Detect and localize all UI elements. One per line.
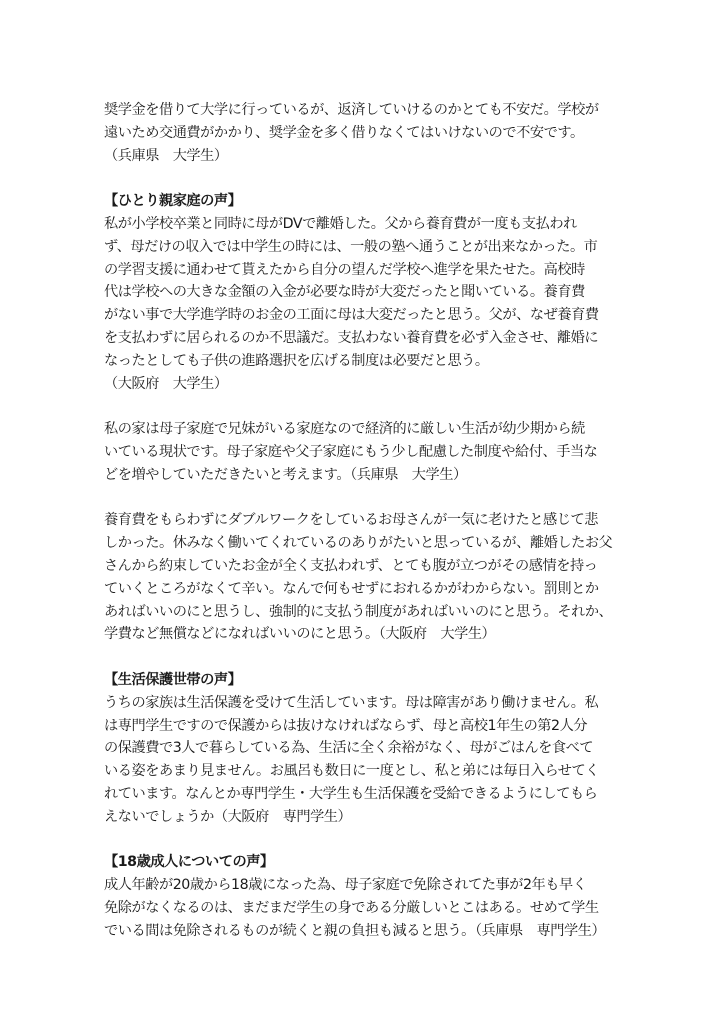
text-line: れています。なんとか専門学生・大学生も生活保護を受給できるようにしてもら — [104, 785, 598, 802]
paragraph-gap — [104, 167, 632, 190]
text-line: 学費など無償などになればいいのにと思う。（大阪府 大学生） — [104, 626, 496, 643]
text-line: うちの家族は生活保護を受けて生活しています。母は障害があり働けません。私 — [104, 694, 599, 711]
section-heading-single-parent: 【ひとり親家庭の声】 — [104, 193, 242, 210]
text-line: どを増やしていただきたいと考えます。（兵庫県 大学生） — [104, 466, 467, 483]
text-line: いる姿をあまり見ません。お風呂も数日に一度とし、私と弟には毎日入らせてく — [104, 763, 599, 780]
text-line: 成人年齢が20歳から18歳になった為、母子家庭で免除されてた事が2年も早く — [104, 877, 587, 894]
paragraph-gap — [104, 646, 632, 669]
text-line: なったとしても子供の進路選択を広げる制度は必要だと思う。 — [104, 352, 489, 369]
text-line: ていくところがなくて辛い。なんで何もせずにおれるかがわからない。罰則とか — [104, 580, 599, 597]
text-line: 私が小学校卒業と同時に母がDVで離婚した。父から養育費が一度も支払われ — [104, 215, 577, 232]
text-line: 奨学金を借りて大学に行っているが、返済していけるのかとても不安だ。学校が — [104, 102, 599, 118]
text-line: でいる間は免除されるものが続くと親の負担も減ると思う。（兵庫県 専門学生） — [104, 922, 606, 939]
paragraph-gap — [104, 829, 632, 852]
section-heading-welfare: 【生活保護世帯の声】 — [104, 671, 242, 688]
text-line: （兵庫県 大学生） — [104, 147, 228, 164]
paragraph-gap — [104, 395, 632, 418]
text-line: は専門学生ですので保護からは抜けなければならず、母と高校1年生の第2人分 — [104, 717, 588, 734]
voice-paragraph — [104, 213, 632, 395]
text-line: いている現状です。母子家庭や父子家庭にもう少し配慮した制度や給付、手当な — [104, 443, 598, 460]
text-line: しかった。休みなく働いてくれているのありがたいと思っているが、離婚したお父 — [104, 535, 613, 552]
text-line: を支払わずに居られるのか不思議だ。支払わない養育費を必ず入金させ、離婚に — [104, 329, 599, 346]
text-line: あればいいのにと思うし、強制的に支払う制度があればいいのにと思う。それか、 — [104, 603, 613, 620]
intro-paragraph — [104, 99, 632, 167]
document-page — [104, 99, 632, 942]
text-line: がない事で大学進学時のお金の工面に母は大変だったと思う。父が、なぜ養育費 — [104, 307, 599, 324]
text-line: の学習支援に通わせて貰えたから自分の望んだ学校へ進学を果たせた。高校時 — [104, 261, 585, 278]
text-line: 養育費をもらわずにダブルワークをしているお母さんが一気に老けたと感じて悲 — [104, 512, 598, 529]
text-line: 私の家は母子家庭で兄妹がいる家庭なので経済的に厳しい生活が幼少期から続 — [104, 421, 585, 438]
section-heading-age18: 【18歳成人についての声】 — [104, 854, 274, 871]
voice-paragraph — [104, 418, 632, 486]
text-line: （大阪府 大学生） — [104, 375, 228, 392]
voice-paragraph — [104, 874, 632, 942]
text-line: 免除がなくなるのは、まだまだ学生の身である分厳しいとこはある。せめて学生 — [104, 899, 599, 916]
text-line: ず、母だけの収入では中学生の時には、一般の塾へ通うことが出来なかった。市 — [104, 238, 598, 255]
text-line: 代は学校への大きな金額の入金が必要な時が大変だったと聞いている。養育費 — [104, 284, 585, 301]
text-line: 遠いため交通費がかかり、奨学金を多く借りなくてはいけないので不安です。 — [104, 124, 584, 141]
paragraph-gap — [104, 487, 632, 510]
voice-paragraph — [104, 509, 632, 646]
voice-paragraph — [104, 692, 632, 829]
text-line: さんから約束していたお金が全く支払われず、とても腹が立つがその感情を持っ — [104, 557, 598, 574]
text-line: えないでしょうか（大阪府 専門学生） — [104, 808, 352, 825]
text-line: の保護費で3人で暮らしている為、生活に全く余裕がなく、母がごはんを食べて — [104, 740, 594, 757]
